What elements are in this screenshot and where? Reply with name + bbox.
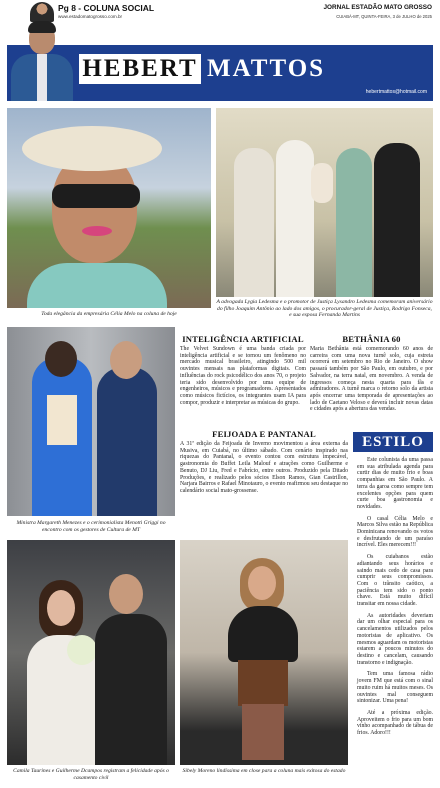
caption-margareth: Ministra Margareth Menezes e o cerimonialista Menotti Griggi no encontro com os gestores de Cultura de MT: [16, 520, 166, 533]
bethania-text: Maria Bethânia está comemorando 60 anos de carreira com uma nova turnê solo, cuja estreia ocorrerá em setembro no Rio de Janeiro. O show passará também por São Paulo, em outubro, e por Salvador, na terra natal, em novembro. A venda de ingressos começa nesta quarta para fãs e admiradores. A turnê marca o retorno solo da artista após encerrar uma temporada de apresentações ao lado de Caetano Veloso e deverá incluir novas datas e cidades após a abertura das vendas.: [310, 346, 433, 413]
website: www.estadomatogrosso.com.br: [58, 14, 123, 19]
sibely-top: [228, 606, 298, 662]
sibely-skirt: [238, 660, 288, 706]
estilo-paragraph: Os cuiabanos estão adiantando seus horários e saindo mais cedo de casa para cumprir seus compromissos. Com o trânsito caótico, a paciência tem sido o ponto chave. Está muito difícil transitar em nossa cidade.: [357, 554, 433, 608]
sibely-boots: [242, 704, 284, 760]
estilo-paragraph: Tem uma famosa rádio jovem FM que está com o sinal muito ruim há muitos meses. Os ouvintes mal conseguem sintonizar. Uma pena!: [357, 671, 433, 705]
camila-bouquet: [67, 635, 97, 665]
estilo-paragraph: Este colunista da uma passa em sua atribulada agenda para curtir dias de muito frio e boas companhias em São Paulo. A terra da garoa como sempre tem excelentes opções para quem curte boa gastronomia e novidades.: [357, 457, 433, 510]
newspaper-name: JORNAL ESTADÃO MATO GROSSO: [323, 4, 432, 11]
caption-sibely: Sibely Moreno lindíssima em close para a coluna mais exitosa do estado: [182, 768, 346, 774]
page-section: Pg 8 - COLUNA SOCIAL: [58, 3, 155, 13]
guilherme-suit: [95, 614, 167, 765]
header-strip: [0, 0, 440, 22]
margareth-shirt: [47, 395, 77, 445]
photo-camila: [7, 540, 175, 765]
columnist-thumb: [30, 2, 54, 22]
ligia-person-4: [336, 148, 372, 297]
feijoada-title: FEIJOADA E PANTANAL: [212, 429, 316, 439]
feijoada-text: A 31ª edição da Feijoada de Inverno movimentou a área externa da Musiva, em Cuiabá, no último sábado. Com cenário inspirado nas riquezas do Pantanal, o evento contou com estrutura impecável, gastronomia do Buffet Leila Malouf e atrações como Guilherme e Benuto, DJ Liu, Fred e Fabrício, entre outros. Produzido pela Ditado Produções, e realizado pelos sócios Elson Ramos, Gian Castrillon, Narjara Bairros e Rafael Minotauro, o evento reafirmou seu destaque no calendário social mato-grossense.: [180, 441, 348, 494]
estilo-paragraph: Até a próxima edição. Aproveitem o frio para um bom vinho acompanhado de tábua de frios. Adoro!!!: [357, 709, 433, 737]
columnist-first-name: HEBERT: [82, 55, 198, 82]
caption-celia: Toda elegância da empresária Célia Melo na coluna de hoje: [41, 311, 177, 317]
photo-ligia: [216, 108, 433, 297]
banner-person-hair: [28, 21, 56, 33]
dateline: CUIABÁ-MT, QUINTA-FEIRA, 3 de JULHO de 2025: [336, 14, 432, 19]
photo-celia: [7, 108, 211, 308]
estilo-paragraph: As autoridades deveriam dar um olhar especial para os cancelamentos utilizados pelos motoristas de aplicativo. Os mesmos aguardam os motoristas estarem a poucos minutos do destino e cancelam, causando transtorno e indignação.: [357, 612, 433, 666]
ligia-person-1: [234, 148, 274, 297]
bethania-title: BETHÂNIA 60: [342, 334, 401, 344]
ligia-person-3: [311, 163, 333, 203]
celia-hat: [22, 126, 162, 171]
sibely-face: [248, 566, 276, 600]
estilo-title: ESTILO: [362, 434, 424, 450]
ligia-person-5: [374, 143, 420, 297]
menotti-head: [110, 341, 142, 379]
banner-photo: [7, 20, 77, 101]
menotti-figure: [97, 367, 157, 516]
banner-person-shirt: [37, 54, 47, 101]
columnist-last-name: MATTOS: [207, 55, 326, 82]
guilherme-head: [109, 574, 143, 614]
margareth-head: [45, 341, 77, 377]
caption-ligia: A advogada Lygia Ledesma e o promotor de Justiça Lysandro Ledesma comemoram aniversário do filho Joaquim Antônio ao lado dos amigos, o procurador-geral de Justiça, Rodrigo Fonseca, e sua esposa Fernanda Martins: [216, 299, 433, 319]
celia-lips: [82, 226, 112, 236]
estilo-paragraph: O casal Célia Melo e Marcos Silva estão na República Dominicana renovando os votos e desfrutando de um paraíso incrível. Eles merecem!!!: [357, 515, 433, 549]
ligia-person-2: [276, 140, 314, 297]
caption-camila: Camila Taurines e Guilherme Dcampos registram a felicidade após o casamento civil: [13, 768, 169, 781]
celia-sunglasses: [52, 184, 140, 208]
ia-text: The Velvet Sundown é uma banda criada por inteligência artificial e se tornou um fenômeno no mercado musical brasileiro, atingindo 500 mil ouvintes mensais nas plataformas digitais. Com influências do rock psicodélico dos anos 70, o projeto teria sido desenvolvido por uma equipe de engenheiros, músicos e programadores. Apresentados como músicos fictícios, os integrantes usam IA para compor, produzir e interpretar as músicas do grupo.: [180, 346, 306, 406]
photo-margareth: [7, 327, 175, 516]
banner: [7, 45, 433, 101]
photo-sibely: [180, 540, 348, 765]
ia-title: INTELIGÊNCIA ARTIFICIAL: [182, 334, 304, 344]
estilo-text: [357, 457, 433, 742]
camila-face: [47, 590, 75, 626]
celia-top: [27, 263, 167, 308]
columnist-email: hebertmattos@hotmail.com: [365, 89, 427, 95]
